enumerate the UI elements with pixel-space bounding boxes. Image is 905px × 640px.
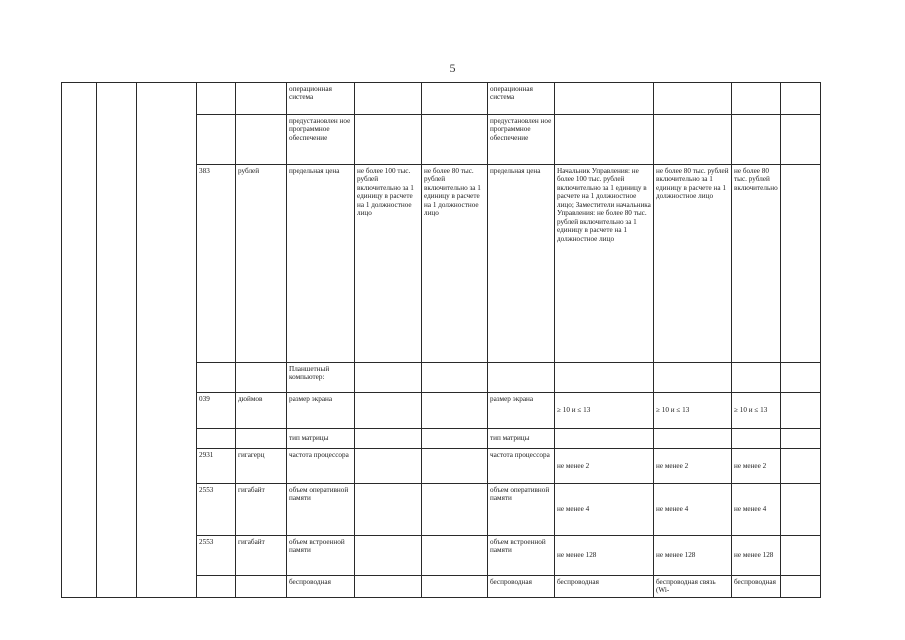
characteristic-cell: операционная система — [488, 83, 555, 115]
value-cell — [422, 536, 488, 576]
okei-code-cell — [197, 576, 236, 598]
okei-code-cell — [197, 115, 236, 165]
value-cell: не менее 4 — [555, 484, 654, 536]
value-cell — [555, 83, 654, 115]
characteristic-cell: размер экрана — [287, 393, 355, 429]
characteristic-cell: операционная система — [287, 83, 355, 115]
value-cell: не менее 2 — [555, 449, 654, 484]
value-cell — [555, 429, 654, 449]
unit-cell: дюймов — [236, 393, 287, 429]
value-cell — [555, 115, 654, 165]
blank-cell — [780, 429, 820, 449]
value-cell: Начальник Управления: не более 100 тыс. рублей включительно за 1 единицу в расчете на 1 должностное лицо; Заместители начальника Управления: не более 80 тыс. рублей включительно за 1 единицу в расчете на 1 должностное лицо — [555, 165, 654, 363]
specification-table — [61, 82, 821, 598]
blank-cell — [780, 165, 820, 363]
characteristic-cell: предельная цена — [488, 165, 555, 363]
page-number: 5 — [449, 61, 456, 75]
value-cell: не более 100 тыс. рублей включительно за 1 единицу в расчете на 1 должностное лицо — [355, 165, 422, 363]
value-cell — [355, 484, 422, 536]
okei-code-cell: 2931 — [197, 449, 236, 484]
value-cell: ≥ 10 и ≤ 13 — [555, 393, 654, 429]
value-cell — [732, 429, 781, 449]
value-cell: ≥ 10 и ≤ 13 — [654, 393, 732, 429]
characteristic-cell: предустановлен ное программное обеспечение — [488, 115, 555, 165]
value-cell — [422, 449, 488, 484]
unit-cell — [236, 429, 287, 449]
okei-code-cell — [197, 83, 236, 115]
value-cell — [355, 536, 422, 576]
value-cell: не более 80 тыс. рублей включительно за 1 единицу в расчете на 1 должностное лицо — [654, 165, 732, 363]
value-cell — [355, 576, 422, 598]
value-cell: не менее 4 — [654, 484, 732, 536]
value-cell — [355, 363, 422, 393]
value-cell: беспроводная — [732, 576, 781, 598]
characteristic-cell: предустановлен ное программное обеспечение — [287, 115, 355, 165]
value-cell: беспроводная — [555, 576, 654, 598]
value-cell — [654, 115, 732, 165]
value-cell — [355, 449, 422, 484]
okei-code-cell: 2553 — [197, 536, 236, 576]
characteristic-cell: размер экрана — [488, 393, 555, 429]
value-cell: не менее 2 — [732, 449, 781, 484]
characteristic-cell: объем встроенной памяти — [287, 536, 355, 576]
unit-cell: гигабайт — [236, 484, 287, 536]
value-cell — [654, 363, 732, 393]
characteristic-cell: объем оперативной памяти — [488, 484, 555, 536]
value-cell — [355, 83, 422, 115]
table-row — [62, 83, 821, 115]
unit-cell: гигагерц — [236, 449, 287, 484]
unit-cell — [236, 115, 287, 165]
okei-code-cell — [197, 429, 236, 449]
characteristic-cell: частота процессора — [287, 449, 355, 484]
blank-column-2 — [97, 83, 137, 598]
okei-code-cell: 2553 — [197, 484, 236, 536]
blank-cell — [780, 576, 820, 598]
value-cell: не менее 128 — [555, 536, 654, 576]
unit-cell: гигабайт — [236, 536, 287, 576]
value-cell — [654, 429, 732, 449]
value-cell — [732, 83, 781, 115]
blank-cell — [780, 115, 820, 165]
value-cell — [355, 393, 422, 429]
value-cell — [422, 115, 488, 165]
characteristic-cell: тип матрицы — [287, 429, 355, 449]
value-cell — [654, 83, 732, 115]
value-cell — [355, 429, 422, 449]
blank-column-3 — [137, 83, 197, 598]
blank-column-1 — [62, 83, 97, 598]
unit-cell — [236, 363, 287, 393]
value-cell: беспроводная связь (Wi- — [654, 576, 732, 598]
okei-code-cell: 383 — [197, 165, 236, 363]
value-cell: не менее 4 — [732, 484, 781, 536]
unit-cell — [236, 576, 287, 598]
characteristic-cell: беспроводная — [488, 576, 555, 598]
value-cell — [422, 429, 488, 449]
value-cell: не более 80 тыс. рублей включительно за 1 единицу в расчете на 1 должностное лицо — [422, 165, 488, 363]
characteristic-cell: предельная цена — [287, 165, 355, 363]
characteristic-cell — [488, 363, 555, 393]
value-cell: ≥ 10 и ≤ 13 — [732, 393, 781, 429]
blank-cell — [780, 484, 820, 536]
unit-cell — [236, 83, 287, 115]
value-cell — [422, 576, 488, 598]
value-cell — [422, 363, 488, 393]
characteristic-cell: объем встроенной памяти — [488, 536, 555, 576]
characteristic-cell: объем оперативной памяти — [287, 484, 355, 536]
okei-code-cell — [197, 363, 236, 393]
value-cell — [422, 83, 488, 115]
value-cell: не более 80 тыс. рублей включительно — [732, 165, 781, 363]
blank-cell — [780, 363, 820, 393]
characteristic-cell: тип матрицы — [488, 429, 555, 449]
value-cell — [355, 115, 422, 165]
value-cell: не менее 128 — [732, 536, 781, 576]
value-cell — [732, 115, 781, 165]
blank-cell — [780, 393, 820, 429]
value-cell: не менее 128 — [654, 536, 732, 576]
value-cell — [422, 484, 488, 536]
okei-code-cell: 039 — [197, 393, 236, 429]
characteristic-cell: частота процессора — [488, 449, 555, 484]
unit-cell: рублей — [236, 165, 287, 363]
category-cell: Планшетный компьютер: — [287, 363, 355, 393]
blank-cell — [780, 536, 820, 576]
blank-cell — [780, 83, 820, 115]
value-cell — [422, 393, 488, 429]
value-cell — [732, 363, 781, 393]
value-cell: не менее 2 — [654, 449, 732, 484]
characteristic-cell: беспроводная — [287, 576, 355, 598]
blank-cell — [780, 449, 820, 484]
value-cell — [555, 363, 654, 393]
